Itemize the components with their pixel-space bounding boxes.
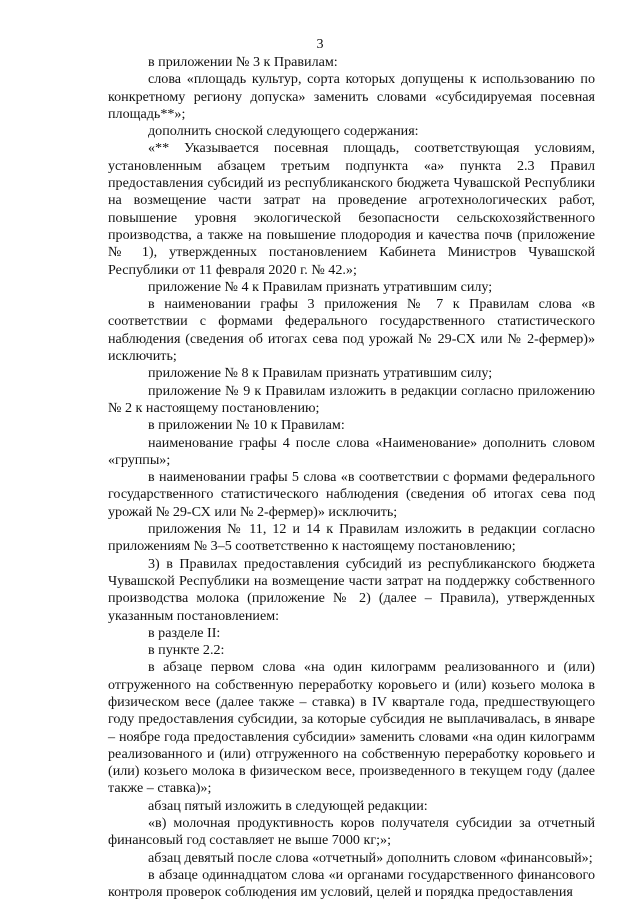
paragraph: в разделе II:: [148, 624, 221, 641]
paragraph: в абзаце первом слова «на один килограмм реализованного и (или) отгруженного на собственную переработку коровьего и (или) козьего молока в физическом весе (далее также – ставка) в IV квартале года, предшествующего году предоставления субсидии, за которые субсидия не выплачивалась, в январе – ноябре года предоставления субсидии» заменить словами «на один килограмм реализованного и (или) отгруженного на собственную переработку коровьего и (или) козьего молока в физическом весе, произведенного в текущем году (далее также – ставка)»;: [108, 659, 595, 797]
paragraph: абзац пятый изложить в следующей редакции:: [148, 797, 428, 814]
paragraph: абзац девятый после слова «отчетный» дополнить словом «финансовый»;: [148, 849, 593, 866]
document-body: [108, 54, 595, 902]
page-number: 3: [316, 36, 324, 52]
paragraph: 3) в Правилах предоставления субсидий из республиканского бюджета Чувашской Республики на возмещение части затрат на поддержку собственного производства молока (приложение № 2) (далее – Правила), утвержденных указанным постановлением:: [108, 555, 595, 624]
paragraph: приложение № 8 к Правилам признать утратившим силу;: [148, 365, 493, 382]
paragraph: «в) молочная продуктивность коров получателя субсидии за отчетный финансовый год составляет не выше 7000 кг;»;: [108, 815, 595, 849]
paragraph: в абзаце одиннадцатом слова «и органами государственного финансового контроля проверок соблюдения им условий, целей и порядка предоставления: [108, 866, 595, 901]
paragraph: приложение № 4 к Правилам признать утратившим силу;: [148, 278, 493, 295]
paragraph: в приложении № 3 к Правилам:: [148, 54, 338, 70]
paragraph: наименование графы 4 после слова «Наименование» дополнить словом «группы»;: [108, 434, 595, 468]
paragraph: в приложении № 10 к Правилам:: [148, 417, 345, 434]
paragraph: в наименовании графы 3 приложения № 7 к Правилам слова «в соответствии с формами федерального государственного статистического наблюдения (сведения об итогах сева под урожай № 29-СХ или № 2-фермер)» исключить;: [108, 296, 595, 365]
paragraph: приложения № 11, 12 и 14 к Правилам изложить в редакции согласно приложениям № 3–5 соответственно к настоящему постановлению;: [108, 521, 595, 555]
paragraph: слова «площадь культур, сорта которых допущены к использованию по конкретному региону допуска» заменить словами «субсидируемая посевная площадь**»;: [108, 71, 595, 122]
paragraph: приложение № 9 к Правилам изложить в редакции согласно приложению № 2 к настоящему постановлению;: [108, 382, 595, 416]
paragraph: в пункте 2.2:: [148, 642, 225, 659]
paragraph: «** Указывается посевная площадь, соответствующая условиям, установленным абзацем третьим подпункта «а» пункта 2.3 Правил предоставления субсидий из республиканского бюджета Чувашской Республики на возмещение части затрат на проведение агротехнологических работ, повышение уровня экологической безопасности сельскохозяйственного производства, а также на повышение плодородия и качества почв (приложение № 1), утвержденных постановлением Кабинета Министров Чувашской Республики от 11 февраля 2020 г. № 42.»;: [108, 140, 595, 278]
paragraph: дополнить сноской следующего содержания:: [148, 123, 419, 140]
paragraph: в наименовании графы 5 слова «в соответствии с формами федерального государственного статистического наблюдения (сведения об итогах сева под урожай № 29-СХ или № 2-фермер)» исключить;: [108, 469, 595, 520]
